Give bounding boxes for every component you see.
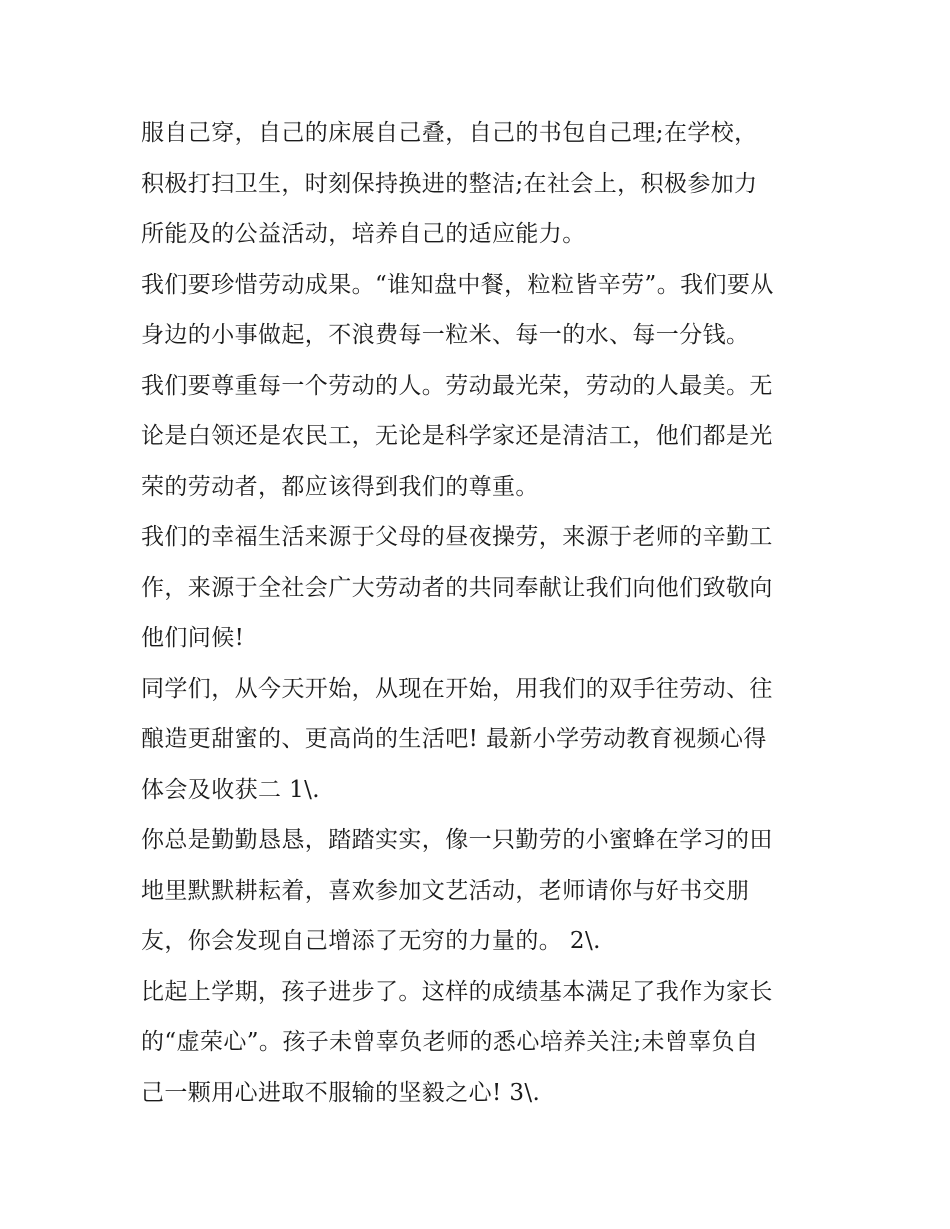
text-line: 他们问候! (141, 625, 245, 651)
text-line: 荣的劳动者，都应该得到我们的尊重。 (141, 473, 539, 500)
text-line: 论是白领还是农民工，无论是科学家还是清洁工，他们都是光 (141, 423, 773, 449)
text-line: 地里默默耕耘着，喜欢参加文艺活动，老师请你与好书交朋 (141, 877, 750, 904)
text-line: 酿造更甜蜜的、更高尚的生活吧! 最新小学劳动教育视频心得 (141, 726, 767, 752)
text-line: 体会及收获二 1\. (141, 776, 321, 803)
paragraph-self-care (141, 108, 831, 260)
text-line: 我们的幸福生活来源于父母的昼夜操劳，来源于老师的辛勤工 (141, 524, 773, 550)
text-line: 服自己穿，自己的床展自己叠，自己的书包自己理;在学校， (141, 120, 758, 146)
text-line: 积极打扫卫生，时刻保持换进的整洁;在社会上，积极参加力 (141, 170, 758, 197)
paragraph-progress (141, 967, 831, 1119)
text-line: 我们要珍惜劳动成果。“谁知盘中餐，粒粒皆辛劳”。我们要从 (141, 271, 774, 298)
document-body (141, 108, 831, 1118)
text-line: 身边的小事做起，不浪费每一粒米、每一的水、每一分钱。 (141, 322, 750, 348)
paragraph-diligent (141, 815, 831, 967)
paragraph-respect-workers (141, 361, 831, 513)
text-line: 的“虚荣心”。孩子未曾辜负老师的悉心培养关注;未曾辜负自 (141, 1029, 759, 1055)
paragraph-classmates (141, 664, 831, 816)
paragraph-cherish-labor (141, 260, 831, 361)
text-line: 己一颗用心进取不服输的坚毅之心! 3\. (141, 1079, 541, 1106)
text-line: 我们要尊重每一个劳动的人。劳动最光荣，劳动的人最美。无 (141, 372, 773, 399)
text-line: 所能及的公益活动，培养自己的适应能力。 (141, 221, 586, 247)
paragraph-happy-life (141, 512, 831, 664)
text-line: 比起上学期，孩子进步了。这样的成绩基本满足了我作为家长 (141, 978, 773, 1005)
text-line: 同学们，从今天开始，从现在开始，用我们的双手往劳动、往 (141, 675, 773, 702)
text-line: 你总是勤勤恳恳，踏踏实实，像一只勤劳的小蜜蜂在学习的田 (141, 827, 773, 853)
text-line: 友，你会发现自己增添了无穷的力量的。 2\. (141, 928, 601, 954)
text-line: 作，来源于全社会广大劳动者的共同奉献让我们向他们致敬向 (141, 574, 773, 601)
